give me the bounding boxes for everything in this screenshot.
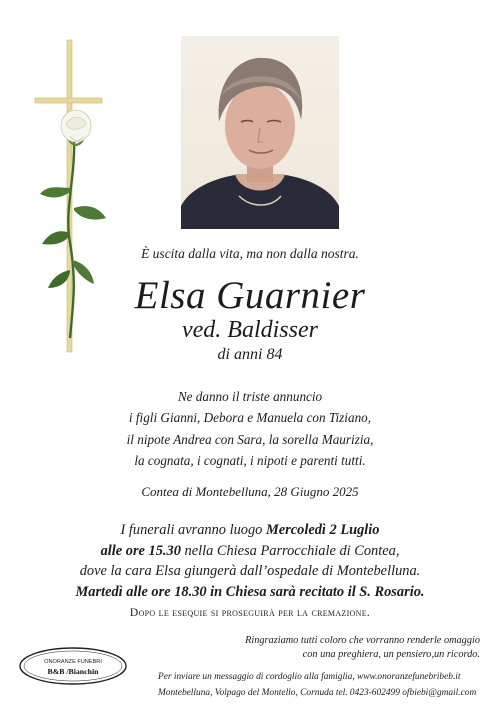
contact-line: Per inviare un messaggio di cordoglio alla famiglia, www.onoranzefunebribeb.it <box>158 672 461 682</box>
announcement-line: i figli Gianni, Debora e Manuela con Tiziano, <box>128 410 372 426</box>
thanks-note <box>220 634 480 663</box>
funeral-time: alle ore 15.30 <box>100 542 181 559</box>
logo-top-text: ONORANZE FUNEBRI <box>44 659 102 665</box>
contact-info <box>158 670 488 701</box>
funeral-line-3: dove la cara Elsa giungerà dall’ospedale di Montebelluna. <box>79 563 421 580</box>
funeral-text: nella Chiesa Parrocchiale di Contea, <box>180 542 400 559</box>
thanks-line: con una preghiera, un pensiero,un ricordo. <box>302 649 480 661</box>
funeral-home-logo <box>18 646 128 686</box>
cremation-text: Dopo le esequie si proseguirà per la cremazione. <box>129 606 371 619</box>
deceased-age: di anni 84 <box>217 346 283 363</box>
widow-of: ved. Baldisser <box>182 317 318 343</box>
deceased-name: Elsa Guarnier <box>134 274 366 317</box>
contact-line: Montebelluna, Volpago del Montello, Cornuda tel. 0423-602499 ofbiebi@gmail.com <box>158 687 477 698</box>
thanks-line: Ringraziamo tutti coloro che vorranno renderle omaggio <box>245 635 480 646</box>
rosary-line <box>0 582 500 603</box>
cremation-note <box>0 606 500 619</box>
logo-bottom-text: B&B /Bianchin <box>47 667 99 676</box>
funeral-info <box>0 520 500 603</box>
rosary-text: Martedì alle ore 18.30 in Chiesa sarà recitato il S. Rosario. <box>75 584 425 601</box>
announcement-block <box>0 386 500 471</box>
announcement-line: il nipote Andrea con Sara, la sorella Maurizia, <box>126 431 374 447</box>
funeral-line-1 <box>0 520 500 541</box>
funeral-date: Mercoledì 2 Luglio <box>265 522 380 538</box>
epitaph-quote: È uscita dalla vita, ma non dalla nostra. <box>141 246 359 261</box>
funeral-text: I funerali avranno luogo <box>120 522 266 538</box>
announcement-line: la cognata, i cognati, i nipoti e parenti tutti. <box>134 452 366 468</box>
portrait-image <box>181 36 339 229</box>
place-date: Contea di Montebelluna, 28 Giugno 2025 <box>141 484 359 499</box>
funeral-line-2 <box>0 541 500 562</box>
portrait-photo <box>181 36 339 229</box>
announcement-line: Ne danno il triste annuncio <box>177 389 323 404</box>
